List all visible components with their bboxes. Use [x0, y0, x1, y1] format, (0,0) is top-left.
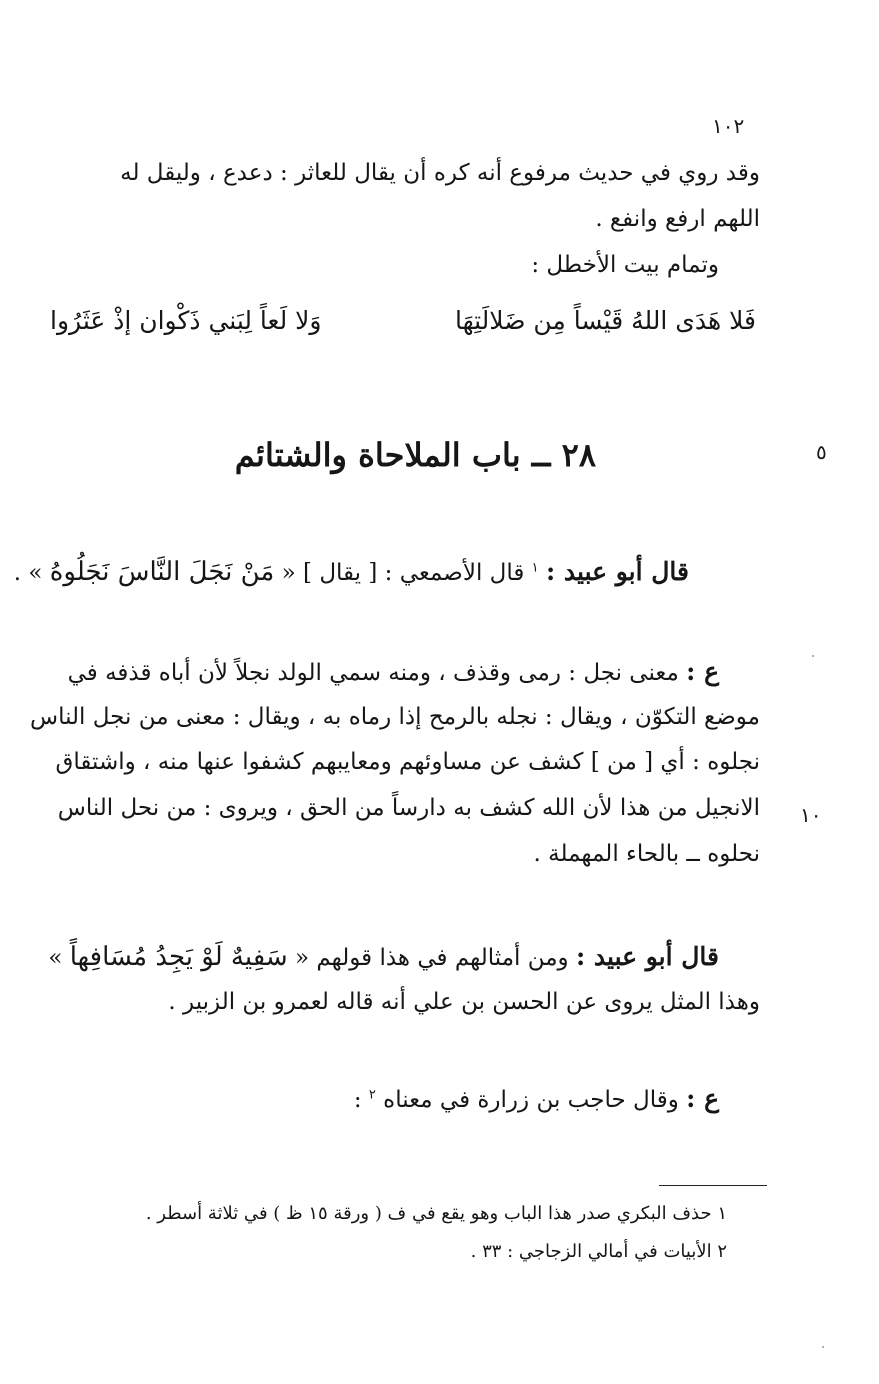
text-line	[68, 657, 719, 688]
paper-speck	[812, 655, 814, 657]
text-line: وقد روي في حديث مرفوع أنه كره أن يقال للعاثر : دعدع ، وليقل له	[120, 160, 760, 186]
text-line: نحلوه ــ بالحاء المهملة .	[533, 841, 760, 867]
footnote: ١ حذف البكري صدر هذا الباب وهو يقع في ف ( ورقة ١٥ ظ ) في ثلاثة أسطر .	[145, 1203, 727, 1224]
text-line: نجلوه : أي [ من ] كشف عن مساوئهم ومعايبهم كشفوا عنها منه ، واشتقاق	[55, 749, 760, 775]
text-line: الانجيل من هذا لأن الله كشف به دارساً من الحق ، ويروى : من نحل الناس	[57, 795, 760, 821]
abu-ubayd-label: قال أبو عبيد :	[575, 942, 719, 971]
footnote: ٢ الأبيات في أمالي الزجاجي : ٣٣ .	[470, 1241, 727, 1262]
text-line	[354, 1084, 719, 1115]
quote-close: » .	[13, 560, 43, 586]
quote-close: »	[48, 945, 63, 971]
footnote-separator	[659, 1185, 767, 1186]
text-line: اللهم ارفع وانفع .	[595, 206, 760, 232]
text-line: وهذا المثل يروى عن الحسن بن علي أنه قاله لعمرو بن الزبير .	[168, 989, 760, 1015]
text-segment: :	[353, 1087, 362, 1113]
verse-second-hemistich: وَلا لَعاً لِبَني ذَكْوان إذْ عَثَرُوا	[50, 306, 322, 335]
ain-marker: ع :	[686, 657, 719, 686]
chapter-heading: ٢٨ ــ باب الملاحاة والشتائم	[234, 436, 596, 474]
abu-ubayd-label: قال أبو عبيد :	[545, 557, 689, 586]
verse-first-hemistich: فَلا هَدَى اللهُ قَيْساً مِن ضَلالَتِهَا	[454, 306, 756, 335]
proverb-quote: مَنْ نَجَلَ النَّاسَ نَجَلُوهُ	[49, 557, 275, 587]
footnote-ref: ١	[531, 560, 539, 576]
text-segment: وقال حاجب بن زرارة في معناه	[383, 1087, 679, 1113]
text-line: وتمام بيت الأخطل :	[531, 252, 719, 278]
section-abu-ubayd-line	[48, 942, 719, 973]
proverb-quote: سَفِيهٌ لَوْ يَجِدُ مُسَافِهاً	[69, 942, 288, 972]
paper-speck	[822, 1346, 824, 1348]
margin-line-number: ٥	[816, 440, 827, 464]
footnote-ref: ٢	[368, 1087, 376, 1103]
text-segment: معنى نجل : رمى وقذف ، ومنه سمي الولد نجلاً لأن أباه قذفه في	[67, 660, 679, 686]
ain-marker: ع :	[686, 1084, 719, 1113]
section-text: ومن أمثالهم في هذا قولهم «	[294, 945, 569, 971]
section-text: قال الأصمعي : [ يقال ] «	[281, 560, 525, 586]
text-line: موضع التكوّن ، ويقال : نجله بالرمح إذا رماه به ، ويقال : معنى من نجل الناس	[30, 704, 760, 730]
section-abu-ubayd-line	[14, 557, 689, 588]
page-number: ١٠٢	[712, 114, 745, 138]
margin-line-number: ١٠	[800, 803, 822, 827]
